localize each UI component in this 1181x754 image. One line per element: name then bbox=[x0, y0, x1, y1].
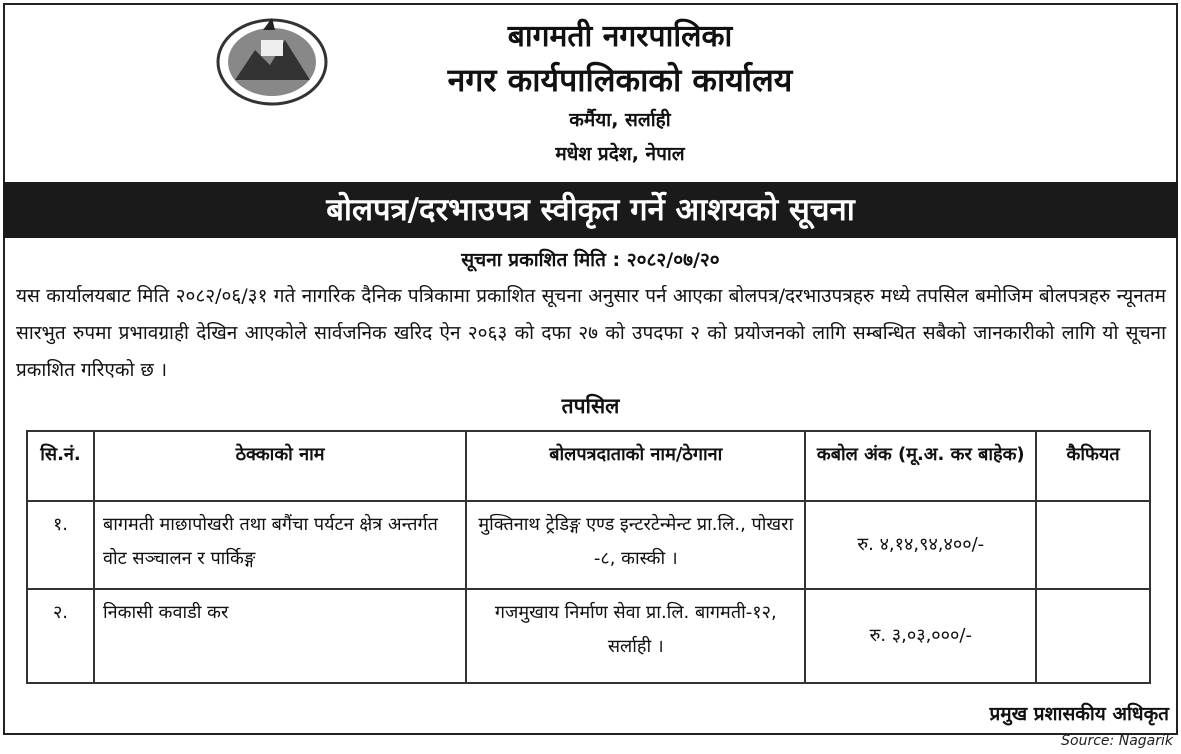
col-remarks: कैफियत bbox=[1036, 431, 1150, 501]
table-header-row bbox=[27, 431, 1150, 501]
cell-bid-amount: रु. ४,१४,९४,४००/- bbox=[805, 501, 1036, 589]
col-serial: सि.नं. bbox=[27, 431, 94, 501]
published-date: सूचना प्रकाशित मिति : २०८२/०७/२० bbox=[461, 249, 720, 271]
col-contract-name: ठेक्काको नाम bbox=[94, 431, 466, 501]
col-bidder: बोलपत्रदाताको नाम/ठेगाना bbox=[466, 431, 805, 501]
cell-bidder: गजमुखाय निर्माण सेवा प्रा.लि. बागमती-१२, सर्लाही । bbox=[466, 589, 805, 683]
notice-body: यस कार्यालयबाट मिति २०८२/०६/३१ गते नागरिक दैनिक पत्रिकामा प्रकाशित सूचना अनुसार पर्न आएका बोलपत्र/दरभाउपत्रहरु मध्ये तपसिल बमोजिम बोलपत्रहरु न्यूनतम सारभुत रुपमा प्रभावग्राही देखिन आएकोले सार्वजनिक खरिद ऐन २०६३ को दफा २७ को उपदफा २ को प्रयोजनको लागि सम्बन्धित सबैको जानकारीको लागि यो सूचना प्रकाशित गरिएको छ । bbox=[16, 285, 1166, 381]
cell-bidder: मुक्तिनाथ ट्रेडिङ्ग एण्ड इन्टरटेन्मेन्ट प्रा.लि., पोखरा -८, कास्की । bbox=[466, 501, 805, 589]
col-bid-amount: कबोल अंक (मू.अ. कर बाहेक) bbox=[805, 431, 1036, 501]
cell-serial: २. bbox=[27, 589, 94, 683]
office-location: कर्मैया, सर्लाही bbox=[569, 109, 671, 131]
nepal-government-emblem-icon bbox=[215, 10, 330, 110]
cell-serial: १. bbox=[27, 501, 94, 589]
table-row bbox=[27, 589, 1150, 683]
bid-table bbox=[26, 430, 1151, 684]
signatory-title: प्रमुख प्रशासकीय अधिकृत bbox=[989, 703, 1169, 725]
cell-bid-amount: रु. ३,०३,०००/- bbox=[805, 589, 1036, 683]
municipality-name: बागमती नगरपालिका bbox=[507, 19, 733, 54]
source-credit: Source: Nagarik bbox=[1061, 733, 1173, 749]
cell-contract-name: निकासी कवाडी कर bbox=[94, 589, 466, 683]
cell-remarks bbox=[1036, 589, 1150, 683]
office-name: नगर कार्यपालिकाको कार्यालय bbox=[447, 61, 793, 99]
cell-contract-name: बागमती माछापोखरी तथा बगैंचा पर्यटन क्षेत्र अन्तर्गत वोट सञ्चालन र पार्किङ्ग bbox=[94, 501, 466, 589]
cell-remarks bbox=[1036, 501, 1150, 589]
section-title: तपसिल bbox=[561, 394, 620, 418]
notice-title: बोलपत्र/दरभाउपत्र स्वीकृत गर्ने आशयको सूचना bbox=[3, 182, 1178, 238]
table-row bbox=[27, 501, 1150, 589]
province: मधेश प्रदेश, नेपाल bbox=[555, 143, 685, 165]
